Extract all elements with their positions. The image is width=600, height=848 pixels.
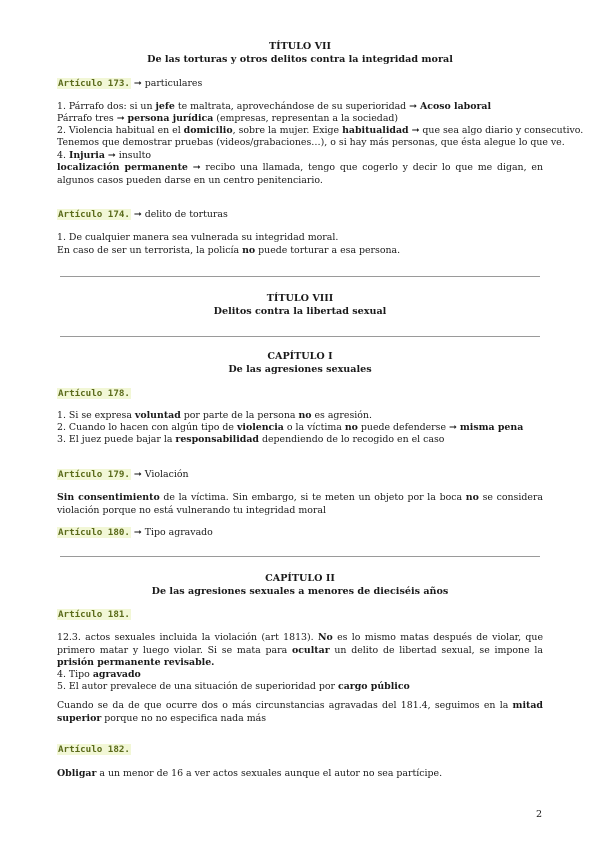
- article-181-heading: [57, 609, 131, 621]
- article-181-label: Artículo 181.: [58, 609, 130, 620]
- art181-line-4: 4. Tipo agravado: [57, 669, 141, 680]
- art173-line-6: localización permanente ➞ recibo una llamada, tengo que cogerlo y decir lo que me digan, en algunos casos pueden darse en un centro penitenciario.: [57, 162, 543, 186]
- section-divider: [60, 276, 540, 277]
- art181-paragraph-2: Cuando se da de que ocurre dos o más circunstancias agravadas del 181.4, seguimos en la mitad superior porque no no especifica nada más: [57, 700, 543, 724]
- art182-paragraph: Obligar a un menor de 16 a ver actos sexuales aunque el autor no sea partícipe.: [57, 768, 443, 779]
- art179-paragraph: Sin consentimiento de la víctima. Sin embargo, si te meten un objeto por la boca no se considera violación porque no está vulnerando tu integridad moral: [57, 492, 543, 516]
- capitulo-ii-heading: CAPÍTULO II: [265, 573, 335, 584]
- art173-line-1: 1. Párrafo dos: si un jefe te maltrata, aprovechándose de su superioridad ➞ Acoso laboral: [57, 101, 492, 112]
- article-180-label: Artículo 180.: [58, 527, 130, 538]
- art173-line-3: 2. Violencia habitual en el domicilio, sobre la mujer. Exige habitualidad ➞ que sea algo diario y consecutivo.: [57, 125, 584, 136]
- section-divider: [60, 556, 540, 557]
- article-182-heading: [57, 744, 131, 756]
- art178-line-1: 1. Si se expresa voluntad por parte de la persona no es agresión.: [57, 410, 372, 421]
- art181-paragraph-1: 12.3. actos sexuales incluida la violación (art 1813). No es lo mismo matas después de violar, que primero matar y luego violar. Si se mata para ocultar un delito de libertad sexual, se impone la prisión permanente revisable.: [57, 632, 543, 668]
- capitulo-i-heading: CAPÍTULO I: [267, 351, 333, 362]
- article-182-label: Artículo 182.: [58, 744, 130, 755]
- article-179-heading: [57, 469, 189, 481]
- article-178-label: Artículo 178.: [58, 388, 130, 399]
- article-173-heading: [57, 78, 202, 90]
- capitulo-ii-subtitle: De las agresiones sexuales a menores de dieciséis años: [151, 586, 449, 597]
- art178-line-2: 2. Cuando lo hacen con algún tipo de violencia o la víctima no puede defenderse ➞ misma pena: [57, 422, 524, 433]
- titulo-viii-subtitle: Delitos contra la libertad sexual: [213, 306, 387, 317]
- article-180-topic: ➞ Tipo agravado: [130, 527, 213, 538]
- article-178-heading: [57, 388, 131, 400]
- titulo-vii-subtitle: De las torturas y otros delitos contra la integridad moral: [147, 54, 453, 65]
- titulo-vii-heading: TÍTULO VII: [269, 41, 331, 52]
- article-180-heading: [57, 527, 213, 539]
- article-179-label: Artículo 179.: [58, 469, 130, 480]
- art173-line-2: Párrafo tres ➞ persona jurídica (empresas, representan a la sociedad): [57, 113, 399, 124]
- art174-line-2: En caso de ser un terrorista, la policía no puede torturar a esa persona.: [57, 245, 401, 256]
- art181-line-5: 5. El autor prevalece de una situación de superioridad por cargo público: [57, 681, 410, 692]
- titulo-viii-heading: TÍTULO VIII: [266, 293, 334, 304]
- article-173-label: Artículo 173.: [58, 78, 130, 89]
- art173-line-4: Tenemos que demostrar pruebas (videos/grabaciones…), o si hay más personas, que ésta alegue lo que ve.: [57, 137, 565, 148]
- art174-line-1: 1. De cualquier manera sea vulnerada su integridad moral.: [57, 232, 339, 243]
- article-174-label: Artículo 174.: [58, 209, 130, 220]
- art178-line-3: 3. El juez puede bajar la responsabilidad dependiendo de lo recogido en el caso: [57, 434, 445, 445]
- article-174-topic: ➞ delito de torturas: [130, 209, 228, 220]
- art173-line-5: 4. Injuria ➞ insulto: [57, 150, 152, 161]
- capitulo-i-subtitle: De las agresiones sexuales: [228, 364, 372, 375]
- page-number: 2: [536, 809, 543, 820]
- article-173-topic: ➞ particulares: [130, 78, 203, 89]
- section-divider: [60, 336, 540, 337]
- article-174-heading: [57, 209, 228, 221]
- article-179-topic: ➞ Violación: [130, 469, 189, 480]
